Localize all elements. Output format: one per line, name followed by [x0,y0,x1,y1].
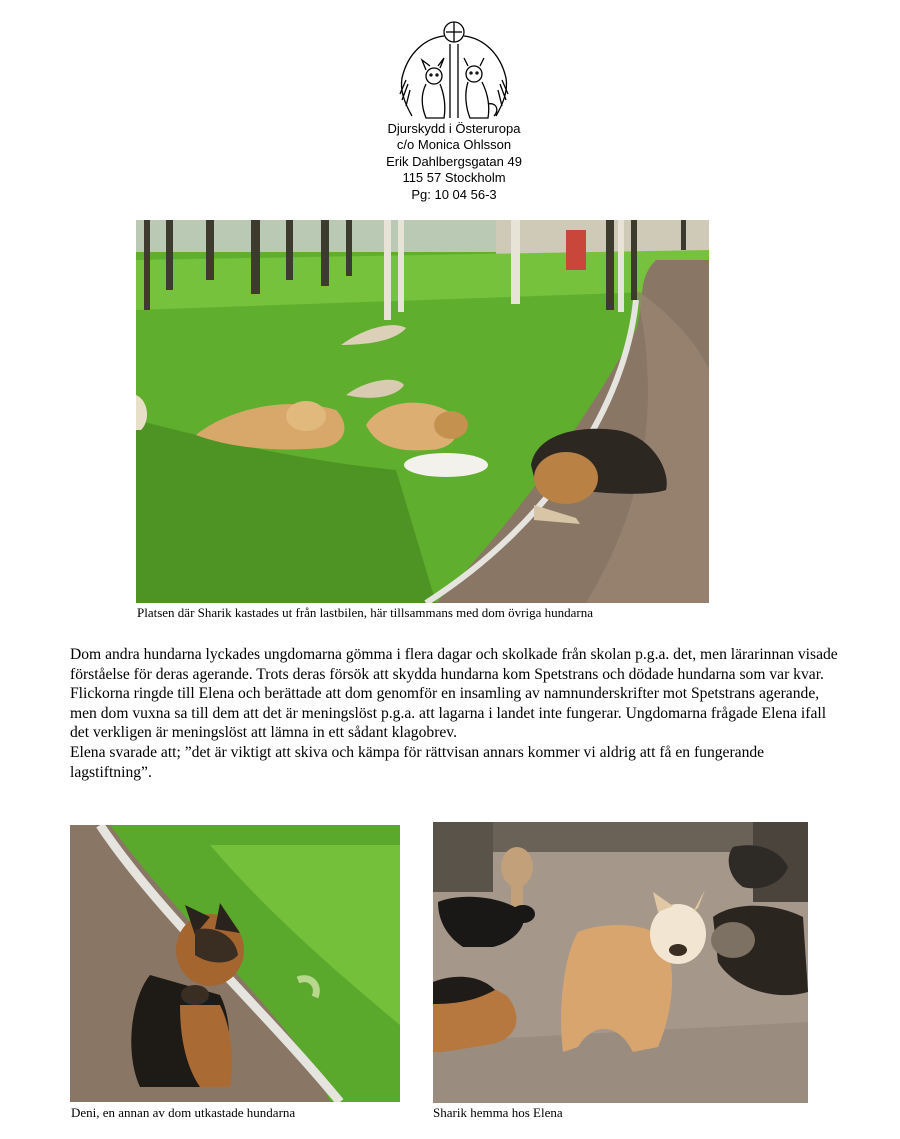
article-body [70,645,840,782]
park-photo-caption: Platsen där Sharik kastades ut från lastbilen, här tillsammans med dom övriga hundarna [137,605,593,620]
address-line: Erik Dahlbergsgatan 49 [386,153,522,169]
deni-dog-photo [70,825,400,1102]
article-paragraph: Dom andra hundarna lyckades ungdomarna gömma i flera dagar och skolkade från skolan p.g.a. det, men lärarinnan visade förståelse för deras agerande. Trots deras försök att skydda hundarna kom Spetstrans och dödade hundarna som var kvar. Flickorna ringde till Elena och berättade att dom genomför en insamling av namnunderskrifter mot Spetstrans agerande, men dom vuxna sa till dem att det är meningslöst p.g.a. att lagarna i landet inte fungerar. Ungdomarna frågade Elena ifall det verkligen är meningslöst att lämna in ett sådant klagobrev. [70,646,838,742]
deni-photo-caption: Deni, en annan av dom utkastade hundarna [71,1105,296,1120]
address-line: Pg: 10 04 56-3 [411,186,497,202]
park-dogs-photo [136,220,709,603]
sharik-photo-caption: Sharik hemma hos Elena [433,1105,563,1120]
djurskydd-logo-icon [396,18,512,122]
address-line: Djurskydd i Österuropa [387,121,521,136]
organization-address [330,121,578,203]
address-line: 115 57 Stockholm [402,170,506,186]
article-paragraph: Elena svarade att; ”det är viktigt att skiva och kämpa för rättvisan annars kommer vi aldrig att få en fungerande lagstiftning”. [70,743,765,781]
address-line: c/o Monica Ohlsson [396,137,512,153]
sharik-yard-photo [433,822,808,1103]
